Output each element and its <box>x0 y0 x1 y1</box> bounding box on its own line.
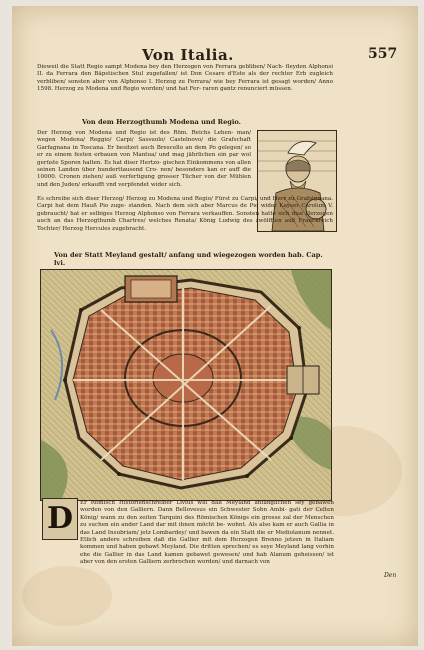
decorated-initial-letter: D <box>42 498 78 540</box>
heading-milan: Von der Statt Meyland gestalt/ anfang und wiegezogen worden hab. Cap. lvi. <box>54 251 323 267</box>
lineage-paragraph: Es schreibe sich diser Herzog/ Herzog zu Modena und Regio/ Fürst zu Carpi/ und Herr zu Grafsignana. Carpi hat dem Hauß Pio zuge- standen. Nach dem sich aber Marcus de Pio wider Kayser Carolum V. gebraucht/ hat er selbiges Herzog Alphonso von Ferrara verkauffen. Sonsten hatte sich dise Herzogen auch an das Herzogthumb Chartres/ welches Renata/ König Ludwig des zwölfften auß Franckreich Tochter/ Herzog Hercules zugebracht. <box>37 196 333 232</box>
city-plan-illustration <box>41 270 331 500</box>
page-header <box>12 46 418 66</box>
catchword: Den <box>384 572 397 579</box>
paper-stain <box>22 566 112 626</box>
milan-city-map <box>40 269 332 501</box>
running-title: Von Italia. <box>142 46 234 64</box>
modena-paragraph: Der Herzog von Modena und Regio ist des Röm. Reichs Lehen- man/ wegen Modena/ Reggio/ Carpi/ Sassuolo/ Castelnovo/ die Grafschaft Garfagnana in Toscana. Er besitzet auch Brescello an dem Po gelegen/ so er zu einem festen erbauen von Mantua/ und mag jährlichen ein par wol gerüste Sporen halten. Es hat diser Hertzo- gischen Einkommens von allen seinen Landen über hunderttausend Cro- nen/ besonders kan er auff die 10000. Cronen ziehen/ auß verfertigung grosser Tücher von der Mühlen und den Juden/ erkaufft vnd verpfendet wider sich. <box>37 130 251 188</box>
heading-modena-regio: Von dem Herzogthumb Modena und Regio. <box>82 118 241 126</box>
book-page <box>12 6 418 646</box>
milan-paragraph: Er Römisch Historienschreiber Livius will daß Meyland anfänglichen sey gebawen worden von den Galliern. Dann Bellovesus ein Schwester Sohn Ambi- gati der Celten König/ wann zu den zeiten Tarquini des Römischen Königs ein grosse zal der Menschen zu suchen ein ander Land dar mit ihnen möcht be- wohnt. Als also kam er auch Gallia in das Land Insubriam/ jetz Lombardey/ und bawen da ein Statt die er Mediolanum nennet. Etlich andere schreiben daß die Gallier mit dem Herzogen Brenno jetzen in Italiam kommen und haben gebawt Meyland. Die dritten sprechen/ es seye Meyland lang vorhin ehe die Gallier in das Land kamen gebawet gewesen/ und hab Alanum geheissen/ ist aber von den ersten Galliern zerbrochen worden/ und darnach von <box>80 500 334 566</box>
intro-paragraph: Dieweil die Statt Regio sampt Modena bey den Herzogen von Ferrara gebliben/ Nach- fleyden Alphonsi II. da Ferrara den Bäpstischen Stul zugefallen/ ist Don Cesare d'Este als der rechter Erb zugleich verbliben/ sonsten aber von Alphonso I. Herzog zu Ferrara/ wie bey Ferrara ist gesagt worden/ Anno 1598. Herzog zu Modena und Regio worden/ und hat Fer- raren gantz renunciert müssen. <box>37 64 333 93</box>
page-number: 557 <box>368 46 398 62</box>
